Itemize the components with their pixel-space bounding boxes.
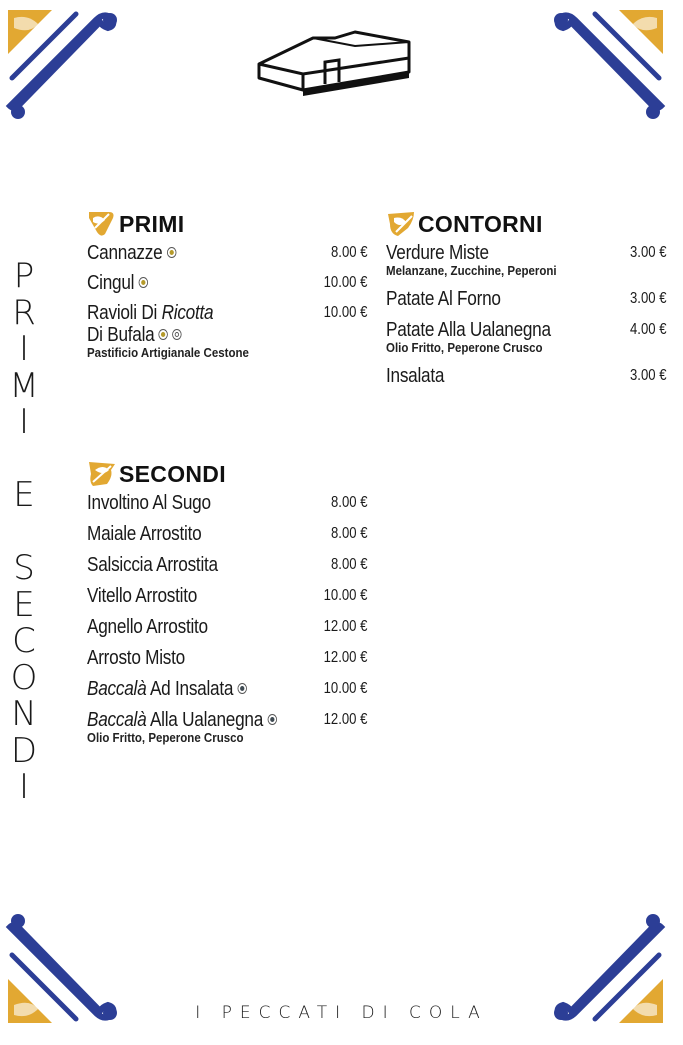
dairy-icon xyxy=(173,329,182,340)
dish-name xyxy=(87,554,218,576)
dish-name-italic: Baccalà xyxy=(87,678,147,700)
dish-price: 3.00 € xyxy=(629,244,666,261)
menu-list-primi xyxy=(87,242,367,361)
dish-description: Melanzane, Zucchine, Peperoni xyxy=(386,264,557,278)
menu-item xyxy=(87,523,367,545)
menu-item-row xyxy=(87,492,367,514)
dish-name-text: Maiale Arrostito xyxy=(87,523,202,545)
dish-name xyxy=(386,365,444,387)
footer-brand: I PECCATI DI COLA xyxy=(195,1003,488,1023)
dish-name-text: Ad Insalata xyxy=(146,678,234,700)
menu-item-row xyxy=(386,319,666,341)
vegetarian-icon xyxy=(167,247,176,258)
menu-list-secondi xyxy=(87,492,367,746)
menu-item-row xyxy=(87,585,367,607)
dish-name-text: Arrosto Misto xyxy=(87,647,185,669)
dish-price: 8.00 € xyxy=(330,525,367,542)
menu-item xyxy=(87,554,367,576)
tile-ornament-icon xyxy=(386,210,416,238)
dish-name-text: Ravioli Di xyxy=(87,302,162,324)
dish-name xyxy=(386,242,489,264)
section-title: CONTORNI xyxy=(418,210,543,237)
dish-name-italic: Baccalà xyxy=(87,709,147,731)
dish-name-italic: Ricotta xyxy=(161,302,214,324)
dish-name-text: Agnello Arrostito xyxy=(87,616,208,638)
dish-name-text: Alla Ualanegna xyxy=(146,709,264,731)
menu-item xyxy=(87,242,367,264)
dish-description: Olio Fritto, Peperone Crusco xyxy=(87,731,244,745)
menu-item-row xyxy=(87,709,367,731)
menu-item-row xyxy=(87,647,367,669)
menu-item xyxy=(87,585,367,607)
dish-name-text: Vitello Arrostito xyxy=(87,585,198,607)
dish-description: Olio Fritto, Peperone Crusco xyxy=(386,341,543,355)
dish-name-text: Cannazze xyxy=(87,242,163,264)
dish-name-text: Verdure Miste xyxy=(386,242,489,264)
menu-item-row xyxy=(386,242,666,264)
dish-name xyxy=(87,523,201,545)
dish-name-text: Cingul xyxy=(87,272,135,294)
section-contorni xyxy=(386,208,666,396)
section-header-primi xyxy=(87,208,367,240)
dish-price: 3.00 € xyxy=(629,290,666,307)
dish-price: 8.00 € xyxy=(330,556,367,573)
menu-item-row xyxy=(87,242,367,264)
dish-price: 4.00 € xyxy=(629,321,666,338)
menu-item-row xyxy=(386,365,666,387)
dish-name xyxy=(87,616,208,638)
corner-tile-top-left xyxy=(4,6,119,121)
dish-name-text: Di Bufala xyxy=(87,324,155,346)
menu-item xyxy=(386,242,666,279)
menu-item xyxy=(386,365,666,387)
tile-ornament-icon xyxy=(87,460,117,488)
tile-ornament-icon xyxy=(87,210,117,238)
menu-list-contorni xyxy=(386,242,666,387)
dish-price: 3.00 € xyxy=(629,367,666,384)
menu-item xyxy=(87,272,367,294)
dish-name xyxy=(87,492,211,514)
dish-price: 10.00 € xyxy=(323,274,367,291)
dish-name-text: Involtino Al Sugo xyxy=(87,492,211,514)
dish-name-text: Patate Alla Ualanegna xyxy=(386,319,551,341)
menu-item-row xyxy=(87,678,367,700)
vertical-page-title xyxy=(4,258,44,806)
dish-name xyxy=(87,647,185,669)
dish-name-text: Insalata xyxy=(386,365,445,387)
dish-name xyxy=(386,319,551,341)
menu-item-row xyxy=(87,616,367,638)
dish-price: 10.00 € xyxy=(323,680,367,697)
dish-price: 10.00 € xyxy=(323,587,367,604)
dish-price: 12.00 € xyxy=(323,711,367,728)
menu-item xyxy=(386,288,666,310)
dish-price: 12.00 € xyxy=(323,618,367,635)
section-secondi xyxy=(87,458,367,755)
menu-item-row xyxy=(87,272,367,294)
menu-item-row xyxy=(87,302,367,346)
dish-price: 8.00 € xyxy=(330,494,367,511)
section-title: PRIMI xyxy=(119,210,185,237)
house-logo xyxy=(255,28,415,98)
dish-name-text: Salsiccia Arrostita xyxy=(87,554,218,576)
dish-price: 10.00 € xyxy=(323,304,367,321)
corner-tile-top-right xyxy=(552,6,667,121)
fish-icon xyxy=(237,683,246,694)
menu-item xyxy=(87,616,367,638)
menu-item-row xyxy=(87,554,367,576)
vegetarian-icon xyxy=(139,277,148,288)
dish-name xyxy=(87,242,176,264)
menu-item xyxy=(386,319,666,356)
section-header-contorni xyxy=(386,208,666,240)
vegetarian-icon xyxy=(159,329,168,340)
menu-item xyxy=(87,647,367,669)
section-primi xyxy=(87,208,367,369)
section-header-secondi xyxy=(87,458,367,490)
vertical-title-text: P R I M I E S E C O N D I xyxy=(9,256,39,807)
menu-item-row xyxy=(386,288,666,310)
dish-name xyxy=(87,272,148,294)
menu-item-row xyxy=(87,523,367,545)
menu-item xyxy=(87,709,367,746)
dish-name xyxy=(386,288,501,310)
dish-description: Pastificio Artigianale Cestone xyxy=(87,346,249,360)
menu-item xyxy=(87,302,367,361)
dish-name xyxy=(87,709,277,731)
dish-name xyxy=(87,678,247,700)
menu-item xyxy=(87,492,367,514)
dish-price: 8.00 € xyxy=(330,244,367,261)
dish-price: 12.00 € xyxy=(323,649,367,666)
dish-name xyxy=(87,585,197,607)
dish-name-text: Patate Al Forno xyxy=(386,288,501,310)
menu-item xyxy=(87,678,367,700)
dish-name xyxy=(87,302,213,346)
fish-icon xyxy=(267,714,276,725)
section-title: SECONDI xyxy=(119,460,226,487)
